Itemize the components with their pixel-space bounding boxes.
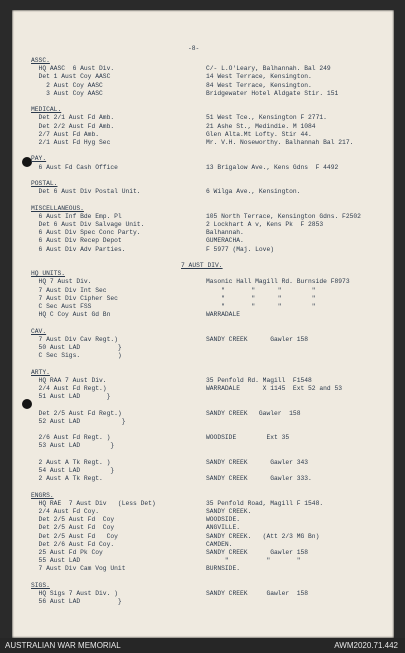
document-line — [31, 311, 390, 318]
unit-location: F 5977 (Maj. Love) — [206, 245, 275, 253]
footer-bar — [0, 638, 405, 653]
unit-location: SANDY CREEK. — [206, 508, 252, 515]
document-line — [31, 270, 390, 277]
section-heading: HQ UNITS. — [31, 270, 66, 278]
unit-name: 7 Aust Div Cipher Sec — [31, 294, 118, 302]
document-line — [31, 287, 390, 294]
unit-name: Det 6 Aust Div Salvage Unit. — [31, 221, 145, 228]
unit-location: 21 Ashe St., Medindie. M 1084 — [206, 122, 316, 130]
unit-location: 51 West Tce., Kensington F 2771. — [206, 114, 327, 122]
document-line — [31, 229, 390, 236]
document-line — [31, 434, 390, 441]
unit-location: SANDY CREEK Gawler 158 — [206, 409, 301, 417]
unit-location: 105 North Terrace, Kensington Gdns. F2502 — [206, 212, 361, 220]
document-line — [31, 336, 390, 343]
unit-name: HQ C Coy Aust Gd Bn — [31, 311, 111, 319]
unit-name: Det 2/5 Aust Fd Regt.) — [31, 409, 122, 417]
unit-location: 84 West Terrace, Kensington. — [206, 81, 312, 89]
document-line — [31, 401, 390, 408]
unit-name: 2/7 Aust Fd Amb. — [31, 130, 100, 138]
document-line — [31, 541, 390, 548]
unit-name: 2/1 Aust Fd Hyg Sec — [31, 139, 111, 146]
document-line — [31, 500, 390, 507]
unit-location: SANDY CREEK Gawler 158 — [206, 590, 309, 597]
unit-location: 14 West Terrace, Kensington. — [206, 73, 312, 81]
unit-name: Det 2/5 Aust Fd Coy — [31, 532, 118, 540]
section-heading: MEDICAL. — [31, 106, 62, 114]
document-line — [31, 533, 390, 540]
document-line — [31, 582, 390, 589]
unit-location: C/- L.O'Leary, Balhannah. Bal 249 — [206, 65, 331, 73]
unit-location: 6 Wilga Ave., Kensington. — [206, 188, 301, 196]
document-line — [31, 131, 390, 138]
document-line — [31, 410, 390, 417]
unit-name: 2/4 Aust Fd Regt.) — [31, 385, 107, 392]
document-body — [31, 57, 390, 638]
section-heading: CAV. — [31, 327, 47, 335]
page-number: -8- — [188, 45, 200, 52]
unit-name: 2 Aust A Tk Regt. — [31, 475, 103, 483]
unit-name: 7 Aust Div Int Sec — [31, 286, 107, 294]
document-line — [31, 139, 390, 146]
document-line — [31, 344, 390, 351]
document-line — [31, 459, 390, 466]
document-line — [31, 57, 390, 64]
document-line — [31, 451, 390, 458]
unit-name: 2/6 Aust Fd Regt. ) — [31, 434, 111, 442]
document-line — [31, 180, 390, 187]
unit-name: 51 Aust LAD } — [31, 393, 111, 401]
unit-location: WARRADALE X 1145 Ext 52 and 53 — [206, 385, 343, 392]
document-line — [31, 237, 390, 244]
document-line — [31, 475, 390, 482]
unit-location: WARRADALE — [206, 311, 241, 319]
document-line — [31, 352, 390, 359]
unit-name: 6 Aust Inf Bde Emp. Pl — [31, 212, 122, 220]
unit-name: 6 Aust Div Spec Conc Party. — [31, 229, 141, 237]
document-line — [31, 196, 390, 203]
document-line — [31, 221, 390, 228]
section-heading: ARTY. — [31, 368, 50, 376]
unit-name: C Sec Aust FSS — [31, 303, 92, 310]
document-line — [31, 155, 390, 162]
document-line — [31, 123, 390, 130]
document-line — [31, 147, 390, 154]
unit-name: 6 Aust Fd Cash Office — [31, 163, 118, 171]
document-line — [31, 565, 390, 572]
unit-location: 35 Penfold Rd. Magill F1548 — [206, 376, 312, 384]
unit-name: 6 Aust Div Adv Parties. — [31, 245, 126, 253]
document-line — [31, 393, 390, 400]
unit-location: Glen Alta.Mt Lofty. Stir 44. — [206, 130, 312, 138]
document-line — [31, 114, 390, 121]
section-heading: PAY. — [31, 155, 47, 163]
footer-source: AUSTRALIAN WAR MEMORIAL — [5, 641, 121, 650]
document-line — [31, 557, 390, 564]
unit-location: SANDY CREEK Gawler 158 — [206, 549, 309, 556]
document-line — [31, 369, 390, 376]
document-line — [31, 213, 390, 220]
unit-location: " " " " — [206, 303, 316, 310]
unit-location: Mr. V.H. Noseworthy. Balhannah Bal 217. — [206, 139, 354, 146]
document-line — [31, 106, 390, 113]
unit-name: 53 Aust LAD } — [31, 442, 115, 450]
unit-name: 7 Aust Div Cav Regt.) — [31, 335, 118, 343]
document-line — [31, 278, 390, 285]
unit-location: SANDY CREEK Gawler 333. — [206, 475, 312, 483]
document-line — [31, 205, 390, 212]
document-line — [31, 377, 390, 384]
unit-name: 25 Aust Fd Pk Coy — [31, 549, 103, 556]
section-heading: ENGRS. — [31, 491, 54, 499]
document-line — [31, 467, 390, 474]
unit-name: Det 6 Aust Div Postal Unit. — [31, 188, 141, 196]
document-line — [31, 524, 390, 531]
unit-name: 55 Aust LAD — [31, 557, 81, 565]
document-line — [31, 418, 390, 425]
unit-name: HQ RAA 7 Aust Div. — [31, 376, 107, 384]
footer-accession: AWM2020.71.442 — [334, 641, 398, 650]
unit-name: Det 2/1 Aust Fd Amb. — [31, 114, 115, 122]
unit-name: Det 1 Aust Coy AASC — [31, 73, 111, 81]
section-heading: SIGS. — [31, 581, 50, 589]
document-line — [31, 508, 390, 515]
unit-name: 7 Aust Div Cam Vog Unit — [31, 565, 126, 573]
document-line — [31, 549, 390, 556]
unit-name: HQ Sigs 7 Aust Div. ) — [31, 590, 118, 597]
document-line — [31, 246, 390, 253]
unit-name: 54 Aust LAD } — [31, 467, 115, 474]
unit-location: GUMERACHA. — [206, 237, 244, 245]
unit-location: " " " — [206, 557, 301, 565]
document-line — [31, 303, 390, 310]
unit-location: BURNSIDE. — [206, 565, 241, 573]
unit-location: 2 Lockhart A v, Kens Pk F 2853 — [206, 221, 324, 228]
unit-name: 52 Aust LAD } — [31, 417, 126, 425]
unit-location: SANDY CREEK Gawler 158 — [206, 335, 309, 343]
unit-name: Det 2/2 Aust Fd Amb. — [31, 122, 115, 130]
unit-location: Bridgewater Hotel Aldgate Stir. 151 — [206, 89, 339, 97]
unit-location: WOODSIDE. — [206, 516, 241, 524]
unit-name: Det 2/6 Aust Fd Coy. — [31, 540, 115, 548]
unit-location: " " " " — [206, 294, 316, 302]
document-line — [31, 73, 390, 80]
unit-location: SANDY CREEK Gawler 343 — [206, 458, 309, 466]
document-line — [31, 319, 390, 326]
unit-name: 2 Aust A Tk Regt. ) — [31, 458, 111, 466]
unit-name: 2/4 Aust Fd Coy. — [31, 508, 100, 515]
document-line — [31, 483, 390, 490]
unit-location: Balhannah. — [206, 229, 244, 237]
unit-name: Det 2/5 Aust Fd Coy — [31, 516, 115, 524]
unit-name: 3 Aust Coy AASC — [31, 89, 103, 97]
document-line — [31, 574, 390, 581]
document-line — [31, 492, 390, 499]
division-heading: 7 AUST DIV. — [181, 262, 223, 269]
section-heading: POSTAL. — [31, 180, 58, 187]
document-line — [31, 516, 390, 523]
document-page — [12, 10, 394, 638]
document-line — [31, 98, 390, 105]
unit-name: HQ AASC 6 Aust Div. — [31, 65, 115, 73]
unit-name: HQ RAE 7 Aust Div (Less Det) — [31, 499, 156, 507]
document-line — [31, 426, 390, 433]
document-line — [31, 360, 390, 367]
unit-name: HQ 7 Aust Div. — [31, 278, 92, 286]
document-line — [31, 295, 390, 302]
document-line — [31, 254, 390, 261]
unit-location: ANGVILLE. — [206, 524, 241, 532]
unit-location: " " " " — [206, 286, 316, 294]
unit-name: 50 Aust LAD } — [31, 344, 122, 351]
unit-name: 2 Aust Coy AASC — [31, 81, 103, 89]
section-heading: MISCELLANEOUS. — [31, 204, 84, 212]
unit-location: CAMDEN. — [206, 540, 233, 548]
document-line — [31, 82, 390, 89]
unit-name: 6 Aust Div Recep Depot — [31, 237, 122, 245]
section-heading: ASSC. — [31, 57, 50, 64]
unit-location: WOODSIDE Ext 35 — [206, 434, 290, 442]
document-line — [31, 598, 390, 605]
unit-name: C Sec Sigs. ) — [31, 352, 122, 360]
document-line — [31, 262, 390, 269]
document-line — [31, 385, 390, 392]
unit-name: Det 2/5 Aust Fd Coy — [31, 524, 115, 532]
unit-location: 35 Penfold Road, Magill F 1548. — [206, 499, 324, 507]
document-line — [31, 90, 390, 97]
document-line — [31, 442, 390, 449]
unit-location: Masonic Hall Magill Rd. Burnside F8973 — [206, 278, 350, 286]
document-line — [31, 188, 390, 195]
document-line — [31, 328, 390, 335]
unit-location: SANDY CREEK. (Att 2/3 MG Bn) — [206, 532, 320, 540]
unit-location: 13 Brigalow Ave., Kens Gdns F 4492 — [206, 163, 339, 171]
document-line — [31, 590, 390, 597]
document-line — [31, 172, 390, 179]
document-line — [31, 164, 390, 171]
unit-name: 56 Aust LAD } — [31, 598, 122, 606]
document-line — [31, 65, 390, 72]
